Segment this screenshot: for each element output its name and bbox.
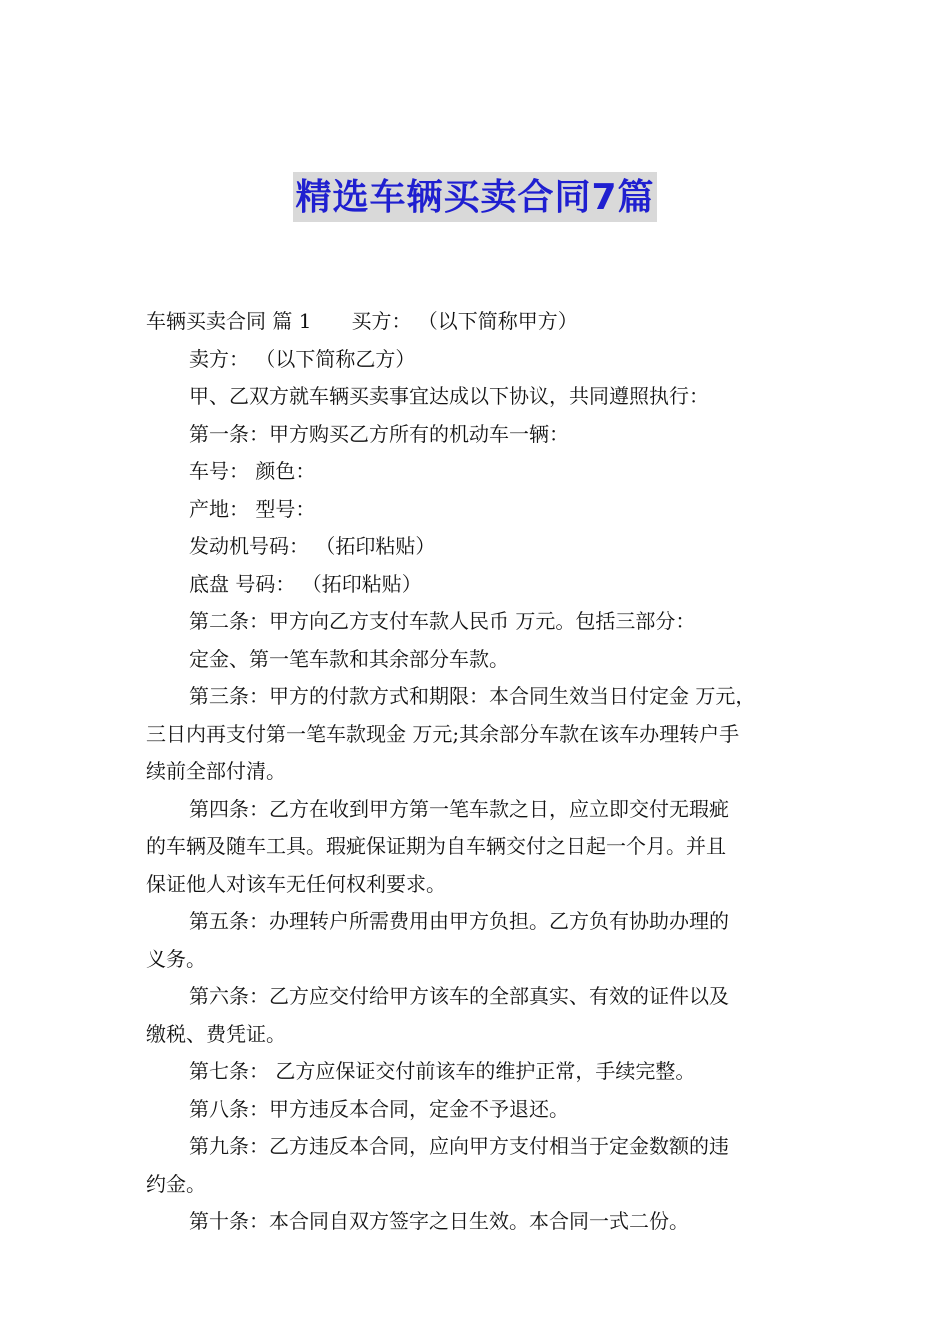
paragraph-line: 续前全部付清。	[146, 759, 286, 783]
paragraph-line: 的车辆及随车工具。瑕疵保证期为自车辆交付之日起一个月。并且	[146, 834, 726, 858]
paragraph-line: 保证他人对该车无任何权利要求。	[146, 871, 446, 896]
paragraph-line: 第七条： 乙方应保证交付前该车的维护正常，手续完整。	[189, 1059, 696, 1083]
paragraph-line: 第九条：乙方违反本合同，应向甲方支付相当于定金数额的违	[189, 1134, 729, 1158]
contract-header-line	[146, 303, 810, 341]
paragraph-line: 第二条：甲方向乙方支付车款人民币 万元。包括三部分：	[189, 609, 696, 633]
paragraph-line: 车号： 颜色：	[189, 459, 316, 483]
paragraph-line: 底盘 号码： （拓印粘贴）	[189, 571, 422, 596]
paragraph-line: 第八条：甲方违反本合同，定金不予退还。	[189, 1096, 569, 1121]
buyer-line: 买方： （以下简称甲方）	[351, 309, 578, 333]
document-title: 精选车辆买卖合同7篇	[293, 172, 656, 222]
contract-section-label: 车辆买卖合同 篇 1	[146, 309, 312, 333]
paragraph-line: 定金、第一笔车款和其余部分车款。	[189, 646, 509, 671]
paragraph-line: 第三条：甲方的付款方式和期限：本合同生效当日付定金 万元，	[189, 684, 756, 708]
paragraph-line: 三日内再支付第一笔车款现金 万元;其余部分车款在该车办理转户手	[146, 721, 740, 746]
paragraph-line: 卖方： （以下简称乙方）	[189, 346, 416, 371]
paragraph-line: 产地： 型号：	[189, 496, 316, 521]
paragraph-line: 约金。	[146, 1171, 206, 1196]
paragraph-line: 第六条：乙方应交付给甲方该车的全部真实、有效的证件以及	[189, 984, 729, 1008]
paragraph-line: 缴税、费凭证。	[146, 1021, 286, 1046]
paragraph-line: 发动机号码： （拓印粘贴）	[189, 534, 436, 558]
paragraph-line: 第十条：本合同自双方签字之日生效。本合同一式二份。	[189, 1209, 689, 1233]
paragraph-line: 甲、乙双方就车辆买卖事宜达成以下协议，共同遵照执行：	[189, 384, 709, 408]
paragraph-line: 第四条：乙方在收到甲方第一笔车款之日，应立即交付无瑕疵	[189, 796, 729, 821]
title-container	[0, 172, 950, 222]
paragraph-list	[146, 341, 810, 1241]
paragraph-line: 义务。	[146, 946, 206, 971]
paragraph-line: 第一条：甲方购买乙方所有的机动车一辆：	[189, 421, 569, 446]
contract-body	[146, 303, 810, 1241]
paragraph-line: 第五条：办理转户所需费用由甲方负担。乙方负有协助办理的	[189, 909, 729, 933]
